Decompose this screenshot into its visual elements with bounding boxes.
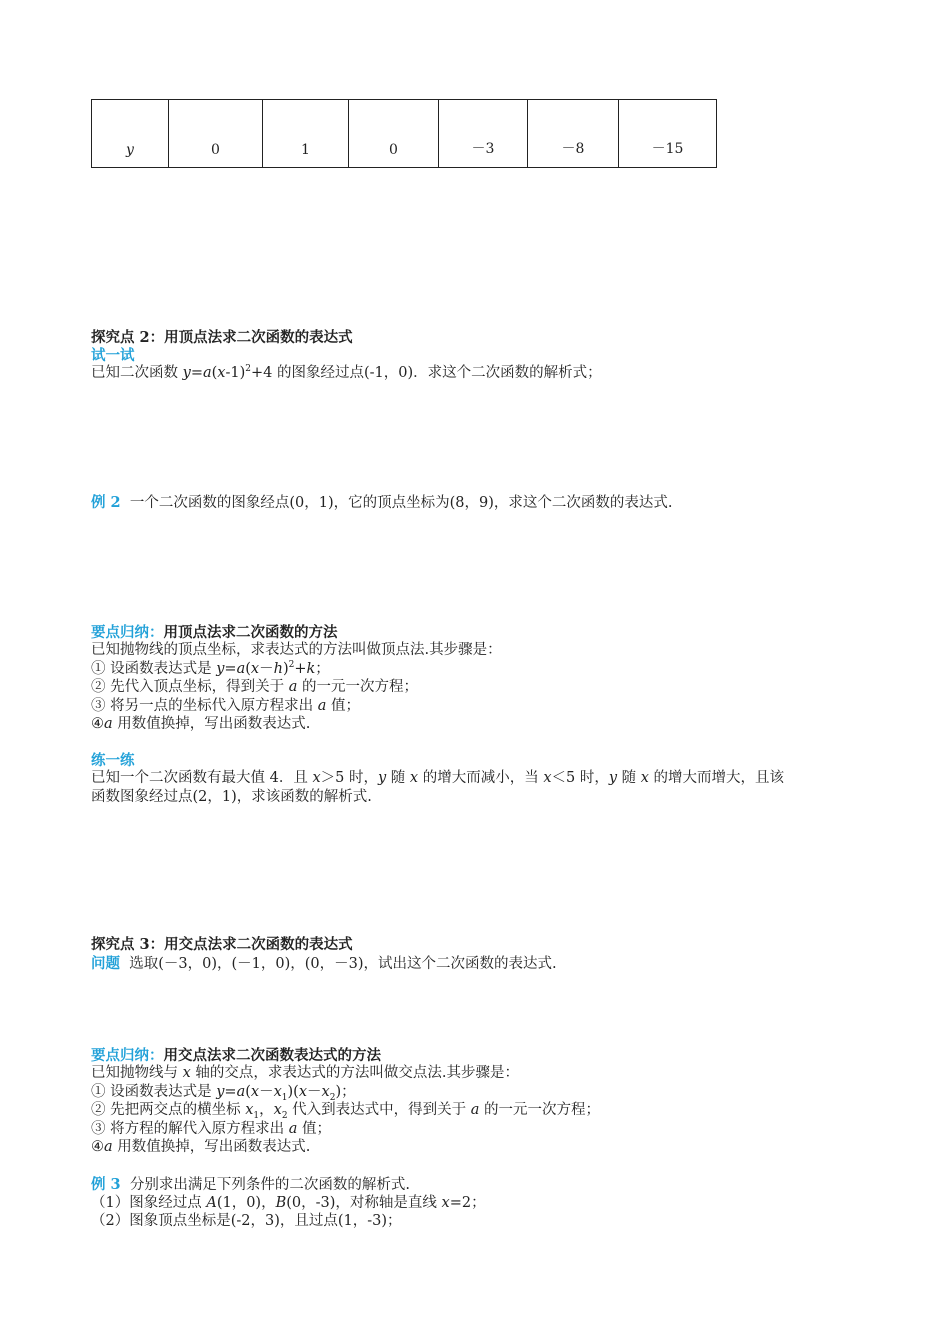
text: ③ 将另一点的坐标代入原方程求出 bbox=[91, 698, 318, 714]
text: = bbox=[224, 1084, 237, 1100]
text: 代入到表达式中，得到关于 bbox=[287, 1102, 471, 1118]
var: B bbox=[275, 1195, 287, 1211]
var: a bbox=[288, 679, 298, 695]
text: ； bbox=[315, 661, 330, 677]
text: ( bbox=[211, 365, 218, 381]
table-cell: y bbox=[92, 100, 169, 168]
key-label: 要点归纳： bbox=[91, 1047, 164, 1064]
key-intro: 已知抛物线的顶点坐标，求表达式的方法叫做顶点法.其步骤是： bbox=[91, 642, 502, 658]
key-title: 用顶点法求二次函数的方法 bbox=[163, 624, 338, 641]
var: x bbox=[245, 1102, 254, 1118]
exponent: 2 bbox=[245, 364, 252, 375]
var: y bbox=[608, 770, 618, 786]
table-cell: －15 bbox=[619, 100, 717, 168]
text: ＞5 时， bbox=[320, 770, 378, 786]
key-points-intersection-heading bbox=[91, 1046, 381, 1066]
text: = bbox=[224, 661, 237, 677]
key-title: 用交点法求二次函数表达式的方法 bbox=[163, 1047, 381, 1064]
text: )； bbox=[335, 1084, 356, 1100]
step-3 bbox=[91, 697, 360, 716]
var: x bbox=[441, 1195, 450, 1211]
text: ④ bbox=[91, 716, 104, 732]
text: 值； bbox=[326, 698, 360, 714]
text: － bbox=[259, 1084, 274, 1100]
var: x bbox=[273, 1102, 282, 1118]
text: ① 设函数表达式是 bbox=[91, 1084, 217, 1100]
text: ＜5 时， bbox=[551, 770, 609, 786]
example-3 bbox=[91, 1175, 410, 1195]
var: h bbox=[273, 661, 283, 677]
var: x bbox=[273, 1084, 282, 1100]
text: ( bbox=[245, 1084, 251, 1100]
text: 用数值换掉，写出函数表达式. bbox=[112, 1139, 311, 1155]
text: 随 bbox=[386, 770, 410, 786]
subscript: 1 bbox=[281, 1092, 288, 1103]
example-2 bbox=[91, 493, 673, 513]
step-2 bbox=[91, 1101, 600, 1120]
var: x bbox=[182, 1065, 191, 1081]
text: -1) bbox=[225, 365, 246, 381]
var: y bbox=[377, 770, 387, 786]
text: 值； bbox=[297, 1121, 331, 1137]
var: a bbox=[236, 661, 246, 677]
condition-2: （2）图象顶点坐标是(-2，3)，且过点(1，-3)； bbox=[91, 1213, 402, 1229]
subscript: 2 bbox=[329, 1092, 336, 1103]
var: y bbox=[216, 661, 225, 677]
text: = bbox=[190, 365, 203, 381]
example-label: 例 2 bbox=[91, 494, 121, 511]
text: 的一元一次方程； bbox=[479, 1102, 601, 1118]
step-2 bbox=[91, 678, 418, 697]
var: a bbox=[104, 716, 113, 732]
key-intro bbox=[91, 1064, 519, 1083]
condition-1 bbox=[91, 1194, 486, 1213]
text: 随 bbox=[617, 770, 641, 786]
question-label: 问题 bbox=[91, 955, 120, 972]
var: a bbox=[288, 1121, 298, 1137]
var: a bbox=[202, 365, 212, 381]
var: x bbox=[250, 661, 260, 677]
section-2-heading: 探究点 2：用顶点法求二次函数的表达式 bbox=[91, 329, 353, 346]
table-cell: －3 bbox=[439, 100, 528, 168]
text: 一个二次函数的图象经点(0，1)，它的顶点坐标为(8，9)，求这个二次函数的表达式. bbox=[129, 495, 673, 511]
text: ② 先代入顶点坐标，得到关于 bbox=[91, 679, 289, 695]
var: x bbox=[312, 770, 321, 786]
text: + bbox=[294, 661, 307, 677]
text: － bbox=[307, 1084, 322, 1100]
text: ② 先把两交点的横坐标 bbox=[91, 1102, 246, 1118]
var: x bbox=[640, 770, 649, 786]
text: =2； bbox=[449, 1195, 486, 1211]
var: x bbox=[321, 1084, 330, 1100]
text: 的一元一次方程； bbox=[297, 679, 418, 695]
try-label: 试一试 bbox=[91, 347, 135, 364]
var: y bbox=[182, 365, 191, 381]
text: 已知抛物线与 bbox=[91, 1065, 183, 1081]
var: x bbox=[409, 770, 419, 786]
step-1 bbox=[91, 660, 330, 679]
text: 轴的交点，求表达式的方法叫做交点法.其步骤是： bbox=[190, 1065, 520, 1081]
text: )( bbox=[287, 1084, 299, 1100]
table-cell: 0 bbox=[169, 100, 263, 168]
text: （1）图象经过点 bbox=[91, 1195, 207, 1211]
var: x bbox=[298, 1084, 308, 1100]
text: ， bbox=[259, 1102, 274, 1118]
text: ) bbox=[282, 661, 289, 677]
step-1 bbox=[91, 1083, 356, 1102]
table-cell: 1 bbox=[263, 100, 349, 168]
text: 用数值换掉，写出函数表达式. bbox=[112, 716, 311, 732]
exponent: 2 bbox=[288, 660, 295, 671]
subscript: 1 bbox=[253, 1110, 260, 1121]
text: 分别求出满足下列条件的二次函数的解析式. bbox=[129, 1177, 410, 1193]
table-cell: －8 bbox=[528, 100, 619, 168]
text: (0，-3)，对称轴是直线 bbox=[286, 1195, 442, 1211]
var: k bbox=[306, 661, 316, 677]
value-table bbox=[91, 99, 717, 168]
subscript: 2 bbox=[281, 1110, 288, 1121]
key-label: 要点归纳： bbox=[91, 624, 164, 641]
var: A bbox=[206, 1195, 217, 1211]
practice-line-1 bbox=[91, 769, 784, 788]
table-row bbox=[92, 100, 717, 168]
text: ( bbox=[245, 661, 251, 677]
text: +4 的图象经过点(-1，0)．求这个二次函数的解析式； bbox=[251, 365, 602, 381]
var: a bbox=[236, 1084, 246, 1100]
text: (1，0)， bbox=[216, 1195, 276, 1211]
var: x bbox=[543, 770, 552, 786]
var: x bbox=[217, 365, 226, 381]
text: 的增大而增大，且该 bbox=[648, 770, 785, 786]
text: ① 设函数表达式是 bbox=[91, 661, 217, 677]
practice-label: 练一练 bbox=[91, 752, 135, 769]
text: 已知一个二次函数有最大值 4．且 bbox=[91, 770, 313, 786]
var: y bbox=[216, 1084, 225, 1100]
text: 已知二次函数 bbox=[91, 365, 183, 381]
text: 的增大而减小，当 bbox=[418, 770, 544, 786]
practice-line-2: 函数图象经过点(2，1)，求该函数的解析式. bbox=[91, 789, 372, 805]
example-label: 例 3 bbox=[91, 1176, 121, 1193]
try-question bbox=[91, 364, 602, 383]
step-3 bbox=[91, 1120, 331, 1139]
var: a bbox=[104, 1139, 113, 1155]
text: － bbox=[259, 661, 274, 677]
text: ③ 将方程的解代入原方程求出 bbox=[91, 1121, 289, 1137]
var: a bbox=[317, 698, 327, 714]
key-points-vertex-heading bbox=[91, 623, 338, 643]
step-4 bbox=[91, 715, 310, 734]
step-4 bbox=[91, 1138, 310, 1157]
question bbox=[91, 954, 557, 974]
section-3-heading: 探究点 3：用交点法求二次函数的表达式 bbox=[91, 936, 353, 953]
text: ④ bbox=[91, 1139, 104, 1155]
table-cell: 0 bbox=[349, 100, 439, 168]
var: a bbox=[470, 1102, 480, 1118]
text: 选取(－3，0)，(－1，0)，(0，－3)，试出这个二次函数的表达式. bbox=[129, 956, 557, 972]
var: x bbox=[250, 1084, 260, 1100]
